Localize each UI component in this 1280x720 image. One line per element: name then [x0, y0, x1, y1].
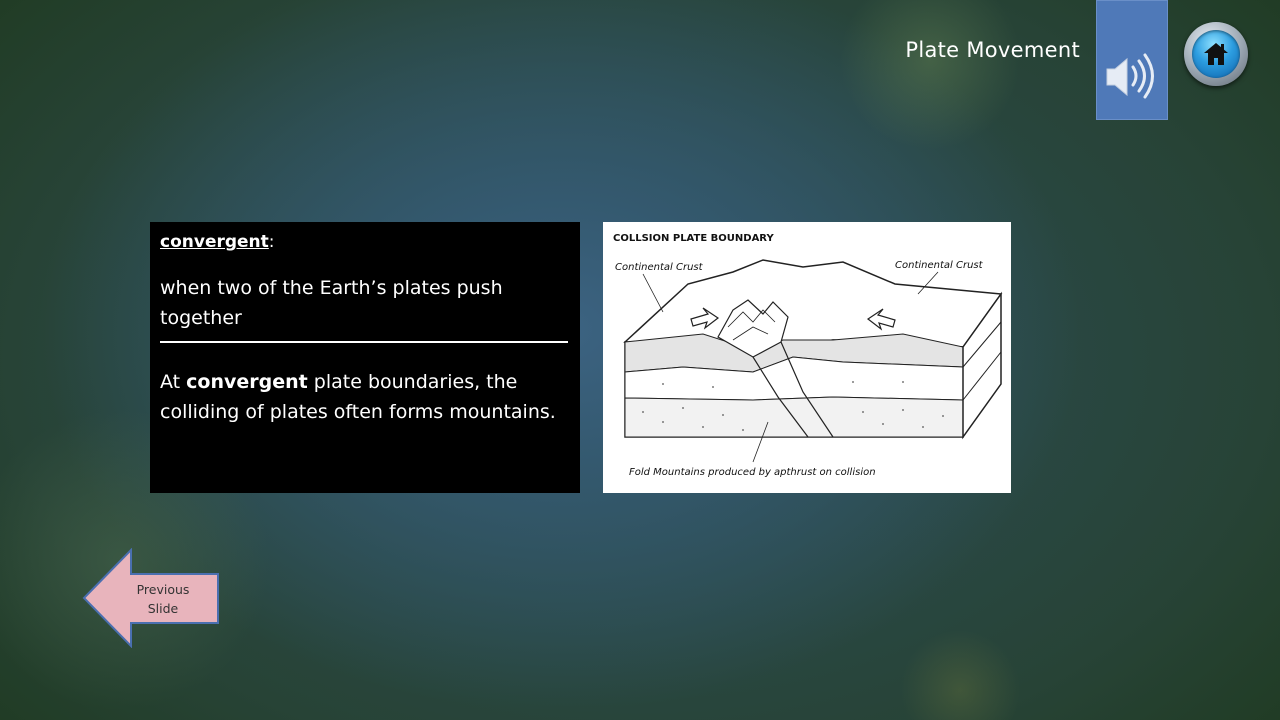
collision-boundary-diagram — [603, 222, 1011, 493]
definition-colon: : — [268, 232, 275, 252]
previous-slide-label: Previous Slide — [136, 582, 190, 616]
definition-meaning: when two of the Earth’s plates push together — [160, 277, 503, 329]
definition-term: convergent — [160, 232, 269, 252]
figure-caption: Fold Mountains produced by apthrust on collision — [629, 467, 876, 478]
definition-box — [150, 222, 580, 493]
divider — [160, 341, 568, 343]
figure-title: COLLSION PLATE BOUNDARY — [613, 233, 774, 244]
slide-title: Plate Movement — [905, 38, 1080, 62]
definition-note: At convergent plate boundaries, the colliding of plates often forms mountains. — [160, 371, 556, 423]
previous-slide-button[interactable] — [82, 548, 220, 648]
home-icon — [1202, 40, 1230, 68]
speaker-icon — [1101, 51, 1161, 101]
audio-button[interactable] — [1096, 0, 1168, 120]
figure-label-left: Continental Crust — [615, 262, 703, 273]
figure-label-right: Continental Crust — [895, 260, 983, 271]
home-button[interactable] — [1184, 22, 1248, 86]
